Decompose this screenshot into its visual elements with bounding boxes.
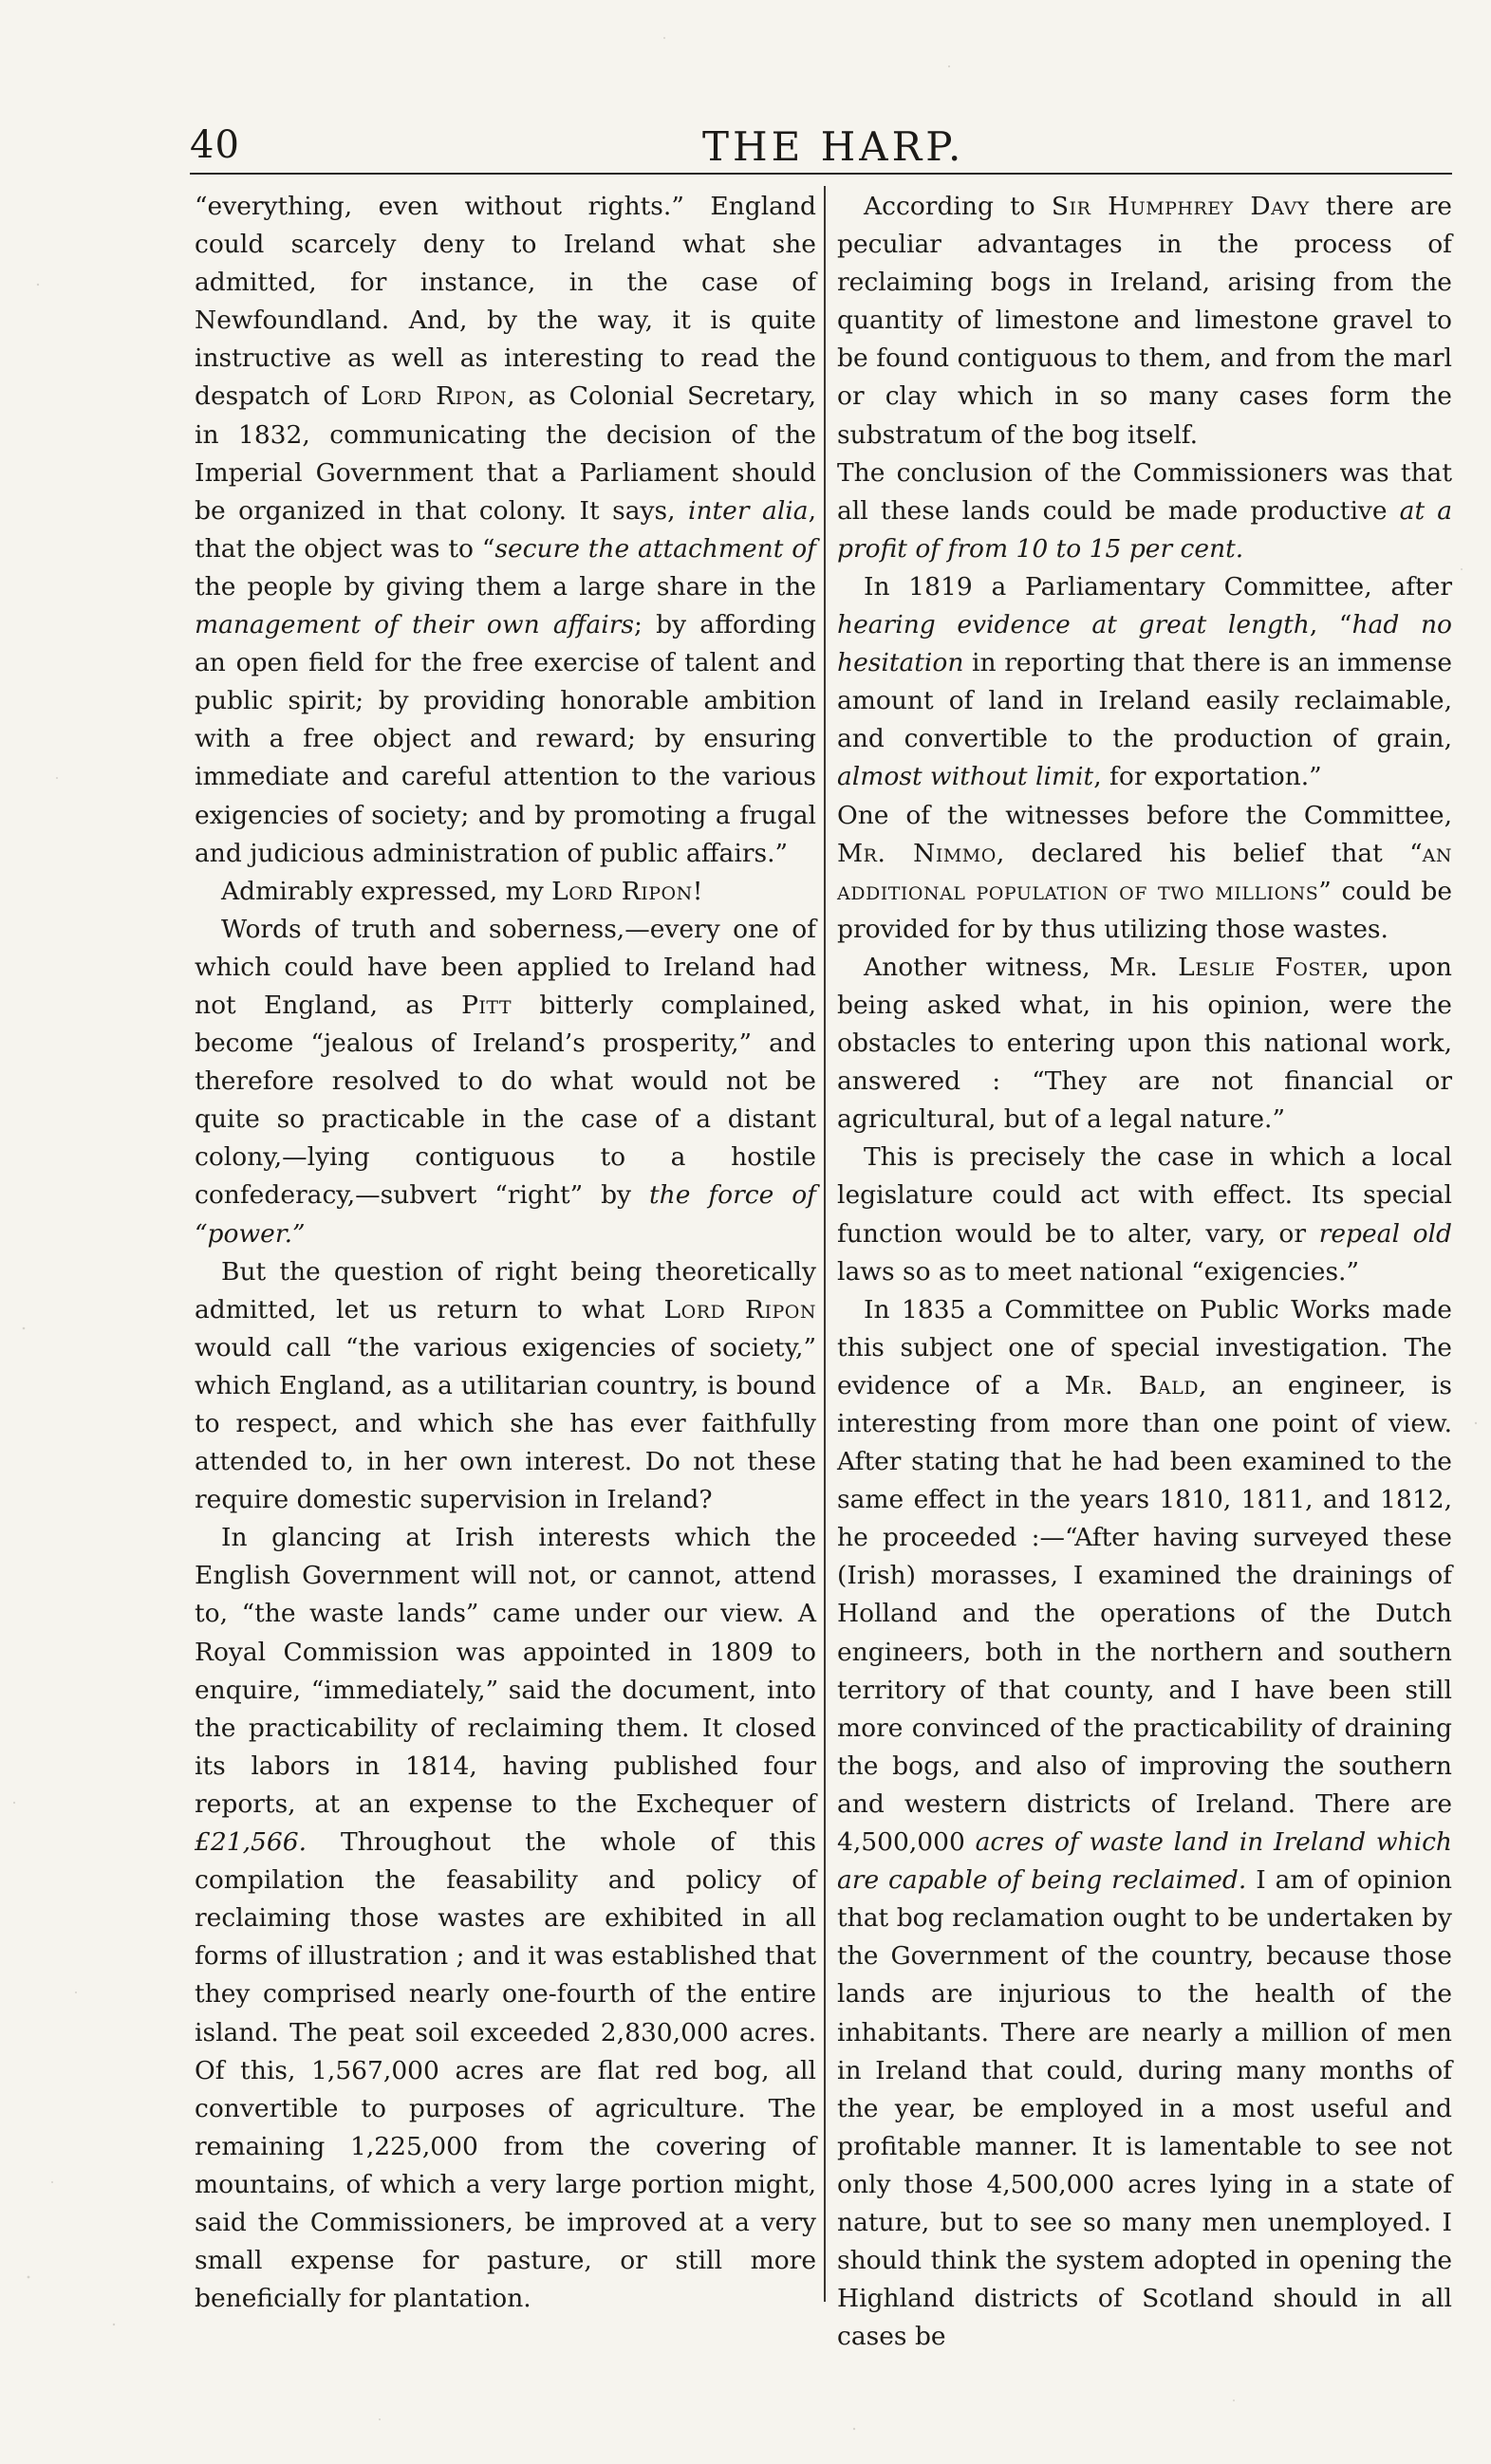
header-rule (190, 173, 1452, 175)
left-paragraph-4: But the question of right being theoretically admitted, let us return to what Lord Ripon would call “the various exigencies of society,” which England, as a utilitarian country, is bound to respect, and which she has ever faithfully attended to, in her own interest. Do not these require domestic supervision in Ireland? (195, 1256, 816, 1515)
left-paragraph-1: “everything, even without rights.” England could scarcely deny to Ireland what she admitted, for instance, in the case of Newfoundland. And, by the way, it is quite instructive as well as interesting to read the despatch of Lord Ripon, as Colonial Secretary, in 1832, communicating the decision of the Imperial Government that a Parliament should be organized in that colony. It says, inter alia, that the object was to “secure the attachment of the people by giving them a large share in the management of their own affairs; by affording an open field for the free exercise of talent and public spirit; by providing honorable ambition with a free object and reward; by ensuring immediate and careful attention to the various exigencies of society; and by promoting a frugal and judicious administration of public affairs.” (195, 192, 817, 868)
right-paragraph-4: One of the witnesses before the Committee, Mr. Nimmo, declared his belief that “an additional population of two millions” could be provided for by thus utilizing those wastes. (837, 800, 1453, 944)
right-paragraph-5: Another witness, Mr. Leslie Foster, upon being asked what, in his opinion, were the obstacles to entering upon this national work, answered : “They are not financial or agricultural, but of a legal nature.” (837, 952, 1452, 1135)
right-paragraph-7: In 1835 a Committee on Public Works made this subject one of special investigation. The evidence of a Mr. Bald, an engineer, is interesting from more than one point of view. After stating that he had been examined to the same effect in the years 1810, 1811, and 1812, he proceeded :—“After having surveyed these (Irish) morasses, I examined the drainings of Holland and the operations of the Dutch engineers, both in the northern and southern territory of that county, and I have been still more convinced of the practicability of draining the bogs, and also of improving the southern and western districts of Ireland. There are 4,500,000 acres of waste land in Ireland which are capable of being reclaimed. I am of opinion that bog reclamation ought to be undertaken by the Government of the country, because those lands are injurious to the health of the inhabitants. There are nearly a million of men in Ireland that could, during many months of the year, be employed in a most useful and profitable manner. It is lamentable to see not only those 4,500,000 acres lying in a state of nature, but to see so many men unemployed. I should think the system adopted in opening the Highland districts of Scotland should in all cases be (837, 1294, 1452, 2352)
column-divider (824, 186, 826, 2302)
right-paragraph-3: In 1819 a Parliamentary Committee, after hearing evidence at great length, “had no hesitation in reporting that there is an immense amount of land in Ireland easily reclaimable, and convertible to the production of grain, almost without limit, for exportation.” (837, 571, 1452, 792)
running-title: THE HARP. (702, 123, 965, 170)
page-number: 40 (190, 123, 240, 167)
page-header (190, 123, 1452, 169)
right-column (837, 188, 1452, 2356)
left-paragraph-5: In glancing at Irish interests which the English Government will not, or cannot, attend to, “the waste lands” came under our view. A Royal Commission was appointed in 1809 to enquire, “immediately,” said the document, into the practicability of reclaiming them. It closed its labors in 1814, having published four reports, at an expense to the Exchequer of £21,566. Throughout the whole of this compilation the feasability and policy of reclaiming those wastes are exhibited in all forms of illustration ; and it was established that they comprised nearly one-fourth of the entire island. The peat soil exceeded 2,830,000 acres. Of this, 1,567,000 acres are flat red bog, all convertible to purposes of agriculture. The remaining 1,225,000 from the covering of mountains, of which a very large portion might, said the Commissioners, be improved at a very small expense for pasture, or still more beneficially for plantation. (195, 1523, 816, 2314)
left-paragraph-3: Words of truth and soberness,—every one of which could have been applied to Ireland had not England, as Pitt bitterly complained, become “jealous of Ireland’s prosperity,” and therefore resolved to do what would not be quite so practicable in the case of a distant colony,—lying contiguous to a hostile confederacy,—subvert “right” by the force of “power.” (195, 914, 817, 1249)
left-column (195, 188, 816, 2318)
right-paragraph-6: This is precisely the case in which a local legislature could act with effect. Its special function would be to alter, vary, or repeal old laws so as to meet national “exigencies.” (837, 1142, 1452, 1287)
right-paragraph-2: The conclusion of the Commissioners was that all these lands could be made productive at a profit of from 10 to 15 per cent. (837, 457, 1453, 564)
right-paragraph-1: According to Sir Humphrey Davy there are peculiar advantages in the process of reclaiming bogs in Ireland, arising from the quantity of limestone and limestone gravel to be found contiguous to them, and from the marl or clay which in so many cases form the substratum of the bog itself. (837, 192, 1452, 450)
left-paragraph-2: Admirably expressed, my Lord Ripon! (221, 876, 703, 906)
